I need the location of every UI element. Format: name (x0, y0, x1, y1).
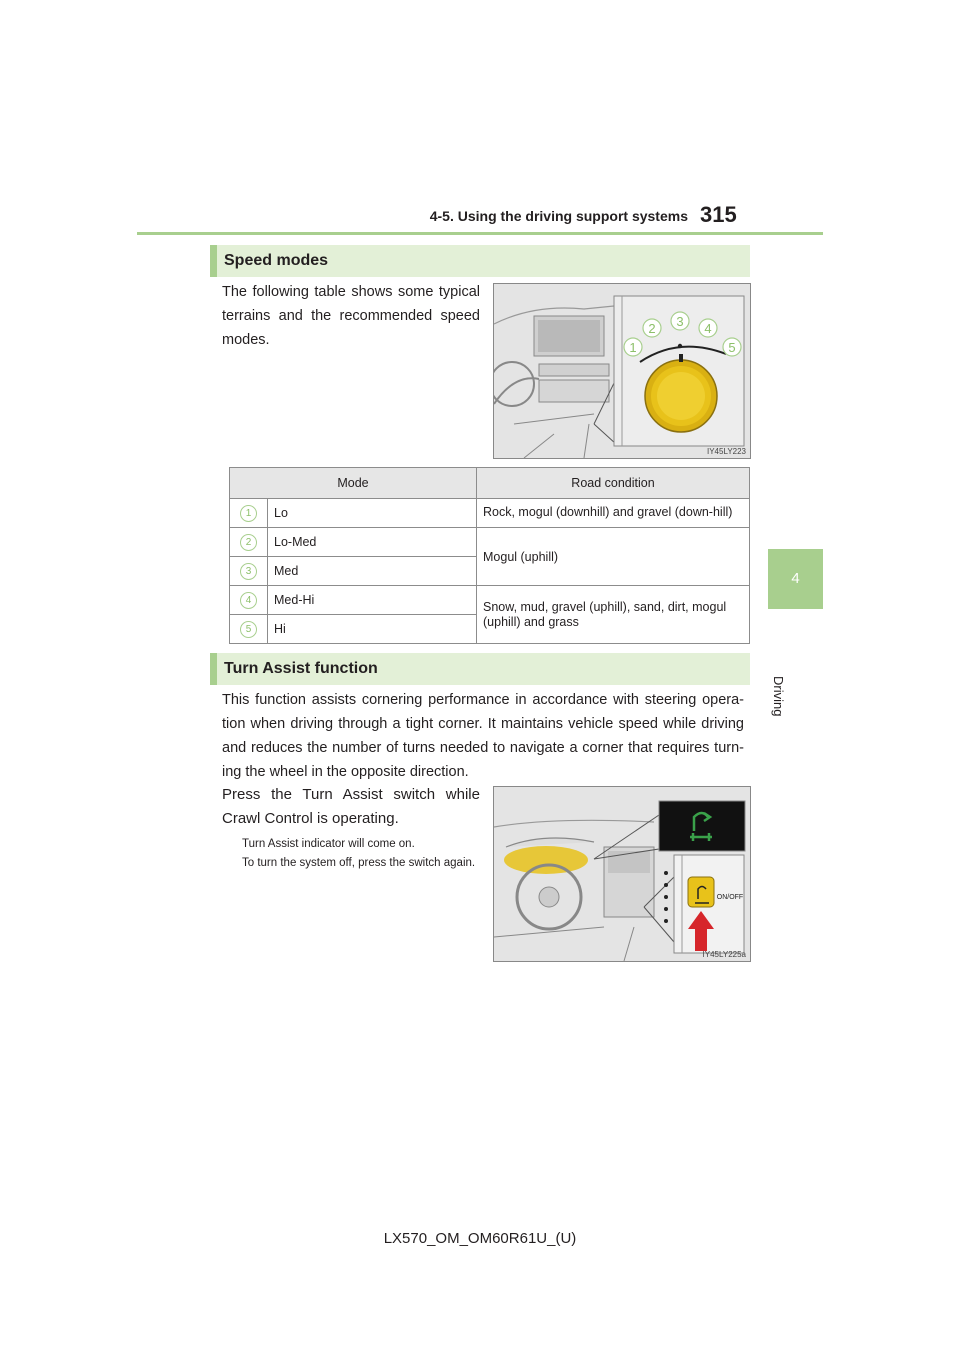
table-header-row (230, 468, 750, 499)
dial-callout-4: 4 (704, 321, 712, 336)
speed-modes-table (229, 467, 750, 644)
running-header-title: 4-5. Using the driving support systems (429, 208, 688, 224)
road-condition-lo: Rock, mogul (downhill) and gravel (down-hill) (477, 499, 750, 528)
mode-number-3: 3 (240, 563, 257, 580)
mode-name-med-hi: Med-Hi (268, 586, 477, 615)
mode-number-5: 5 (240, 621, 257, 638)
speed-mode-dial-illustration (493, 283, 751, 459)
section-heading-text: Speed modes (224, 252, 329, 269)
switch-label: ON/OFF (716, 894, 744, 901)
turn-assist-switch-illustration (493, 786, 751, 962)
table-row (230, 499, 750, 528)
chapter-tab: 4 (768, 549, 823, 609)
chapter-label (771, 620, 810, 717)
road-condition-med-hi-hi: Snow, mud, gravel (uphill), sand, dirt, mogul (uphill) and grass (477, 586, 750, 644)
road-condition-lo-med-med: Mogul (uphill) (477, 528, 750, 586)
mode-number-4: 4 (240, 592, 257, 609)
document-code-footer: LX570_OM_OM60R61U_(U) (383, 1230, 577, 1247)
table-header-road-condition: Road condition (477, 468, 750, 499)
dial-callout-1: 1 (629, 340, 637, 355)
mode-name-med: Med (268, 557, 477, 586)
dashboard-dial-drawing (494, 284, 750, 458)
section-heading-speed-modes (210, 245, 750, 277)
table-row (230, 586, 750, 615)
mode-name-lo: Lo (268, 499, 477, 528)
turn-assist-description: This function assists cornering performance in accordance with steering opera-tion when driving through a tight corner. It maintains vehicle speed while driving and reduces the number of turns needed to navigate a corner that requires turn-ing the wheel in the opposite direction. (222, 692, 744, 780)
mode-number-2: 2 (240, 534, 257, 551)
mode-number-cell (230, 528, 268, 557)
mode-number-1: 1 (240, 505, 257, 522)
dial-callout-2: 2 (648, 321, 656, 336)
speed-modes-intro: The following table shows some typical terrains and the recommended speed modes. (222, 284, 480, 348)
chapter-label-text: Driving (771, 676, 786, 717)
mode-number-cell (230, 499, 268, 528)
section-heading-turn-assist (210, 653, 750, 685)
turn-assist-note-2: To turn the system off, press the switch again. (242, 857, 476, 869)
dial-callout-5: 5 (728, 340, 736, 355)
figure-id: IY45LY223 (707, 447, 746, 456)
figure-id: IY45LY225a (702, 950, 746, 959)
table-row (230, 528, 750, 557)
mode-name-lo-med: Lo-Med (268, 528, 477, 557)
mode-name-hi: Hi (268, 615, 477, 644)
dial-callout-3: 3 (676, 314, 684, 329)
page-number: 315 (700, 202, 737, 227)
header-rule (137, 232, 823, 235)
turn-assist-instruction: Press the Turn Assist switch while Crawl Control is operating. (222, 786, 480, 827)
mode-number-cell (230, 557, 268, 586)
section-heading-text: Turn Assist function (224, 660, 378, 677)
mode-number-cell (230, 586, 268, 615)
table-header-mode: Mode (230, 468, 477, 499)
turn-assist-drawing (494, 787, 750, 961)
turn-assist-note-1: Turn Assist indicator will come on. (242, 838, 415, 850)
mode-number-cell (230, 615, 268, 644)
